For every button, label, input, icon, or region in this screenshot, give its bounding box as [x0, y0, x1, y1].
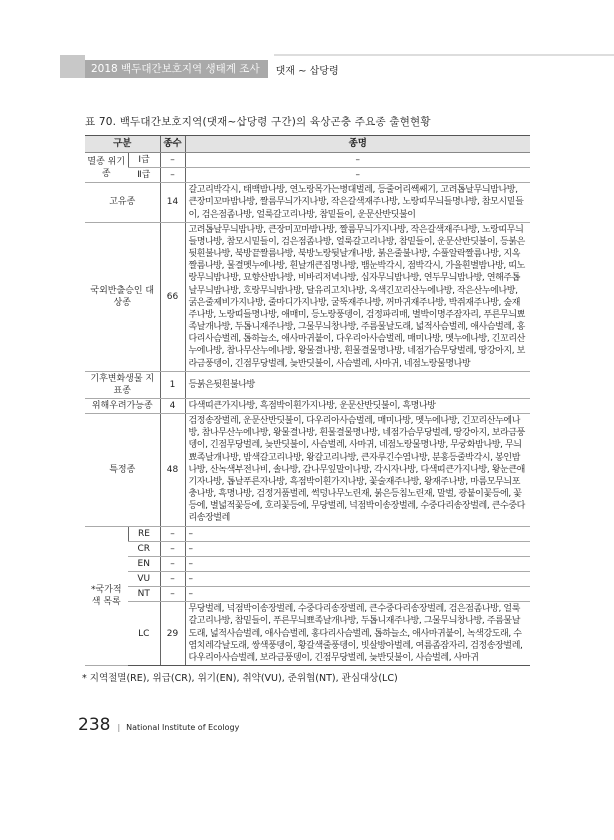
page-number: 238: [78, 715, 111, 736]
footer-separator: |: [117, 723, 121, 733]
category-label: *국가적색 목록: [85, 526, 128, 666]
table-row: [85, 602, 530, 666]
redlist-category: EN: [128, 556, 160, 571]
table-row: [85, 414, 530, 526]
table-row: [85, 398, 530, 413]
table-row: [85, 168, 530, 183]
table-row: [85, 556, 530, 571]
header-rule: [274, 54, 614, 56]
table-row: [85, 153, 530, 168]
category-label: 멸종 위기종: [85, 153, 128, 183]
count: –: [160, 572, 185, 587]
species-names: 고려톱날무늬밤나방, 큰장미꼬마밤나방, 짤름무늬가지나방, 작은갈색재주나방, 노랑띠무늬들명나방, 참모시밑들이, 검은점좀나방, 얼룩갈고리나방, 참밑들이, 운문산반딧불이, 등붉은뒷흰불나방, 북방끝짤름나방, 북방노랑뒷날개나방, 붉은줄불나방, 수풀알락짤름나방, 지옥짤름나방, 물결멧누에나방, 흰날개큰집명나방, 뱀눈박각시, 점박각시, 가을흰별밤나방, 띠노랑무늬밤나방, 묘향산밤나방, 비바리저녁나방, 십자무늬밤나방, 연두무늬밤나방, 연해주톱날무늬밤나방, 호랑무늬밤나방, 달유리고치나방, 옥색긴꼬리산누에나방, 작은산누에나방, 굵은줄제비가지나방, 줄마디가지나방, 굴뚝재주나방, 꺼마귀재주나방, 박쥐재주나방, 숲재주나방, 노랑띠들명나방, 애매미, 등노랑풍뎅이, 검정파리매, 별박이명주잠자리, 푸른무늬뾰족날개나방, 두톱니재주나방, 그물무늬창나방, 주름물날도래, 넓적사슴벌레, 애사슴벌레, 홍다리사슴벌레, 톱하늘소, 애사마귀붙이, 다우리아사슴벌레, 매미나방, 멧누에나방, 긴꼬리산누에나방, 참나무산누에나방, 왕물결나방, 흰물결물명나방, 네점가슴무당벌레, 땅강아지, 보라금풍뎅이, 긴점무당벌레, 늦반딧불이, 사슴벌레, 사마귀, 네점노랑물명나방: [185, 222, 530, 371]
redlist-category: LC: [128, 602, 160, 666]
col-count: 종수: [160, 136, 185, 153]
count: –: [160, 153, 185, 168]
count: 4: [160, 398, 185, 413]
table-row: [85, 183, 530, 222]
count: –: [160, 168, 185, 183]
table-row: [85, 587, 530, 602]
count: 48: [160, 414, 185, 526]
category-label: 특정종: [85, 414, 160, 526]
table-caption: 표 70. 백두대간보호지역(댓재~삽당령 구간)의 육상곤충 주요종 출현현황: [85, 116, 431, 128]
col-category: 구분: [85, 136, 160, 153]
count: 14: [160, 183, 185, 222]
redlist-category: RE: [128, 526, 160, 541]
species-names: –: [185, 168, 530, 183]
species-names: –: [185, 587, 530, 602]
species-names: 갈고리박각시, 태백밤나방, 연노랑목가는병대벌레, 등줄어리쌕쌔기, 고려톱날무늬밤나방, 큰장미꼬마밤나방, 짤름무늬가지나방, 작은갈색재주나방, 노랑띠무늬들명나방, 참모시밑들이, 검은점좀나방, 얼룩갈고리나방, 참밑들이, 운문산반딧불이: [185, 183, 530, 222]
category-label: 고유종: [85, 183, 160, 222]
redlist-category: CR: [128, 541, 160, 556]
header-tab-decoration: [60, 55, 85, 78]
redlist-category: VU: [128, 572, 160, 587]
running-header: [60, 55, 614, 78]
species-names: –: [185, 556, 530, 571]
content-flow: [78, 135, 530, 747]
report-title: 2018 백두대간보호지역 생태계 조사: [85, 60, 268, 78]
count: –: [160, 556, 185, 571]
count: 29: [160, 602, 185, 666]
table-row: [85, 371, 530, 398]
species-names: 무당벌레, 넉점박이송장벌레, 수중다리송장벌레, 큰수중다리송장벌레, 검은점좀나방, 얼룩갈고리나방, 참밑들이, 푸른무늬뾰족날개나방, 두톱니재주나방, 그물무늬창나방, 주름물날도래, 넓적사슴벌레, 애사슴벌레, 홍다리사슴벌레, 톱하늘소, 애사마귀붙이, 녹색강도래, 수염치레각날도래, 쌍색풍뎅이, 황갈색줄풍뎅이, 빗살방아벌레, 여름좀잠자리, 검정송장벌레, 다우리아사슴벌레, 보라금풍뎅이, 긴점무당벌레, 늦반딧불이, 사슴벌레, 사마귀: [185, 602, 530, 666]
count: 66: [160, 222, 185, 371]
count: –: [160, 541, 185, 556]
species-names: 검정송장벌레, 운문산반딧불이, 다우리아사슴벌레, 매미나방, 멧누에나방, 긴꼬리산누에나방, 참나무산누에나방, 왕물결나방, 흰물결물명나방, 네점가슴무당벌레, 땅강아지, 보라금풍뎅이, 긴점무당벌레, 늦반딧불이, 사슴벌레, 사마귀, 네점노랑물명나방, 무궁화밤나방, 무늬뾰족날개나방, 밤색갈고리나방, 왕갈고리나방, 큰자루긴수염나방, 분홍등줄박각시, 봉인밤나방, 산녹색부전나비, 솔나방, 감나무잎말이나방, 각시자나방, 다색띠큰가지나방, 왕눈큰애기자나방, 톱날푸른자나방, 흑점박이흰가지나방, 꽃술재주나방, 왕재주나방, 마름모무늬포충나방, 흑명나방, 검정거품벌레, 썩덩나무노린재, 붉은등침노린재, 말벌, 광붙이꽃등에, 꽃등에, 별넓적꽃등에, 호리꽃등에, 무당벌레, 넉점박이송장벌레, 수중다리송장벌레, 큰수중다리송장벌레: [185, 414, 530, 526]
species-names: 다색띠큰가지나방, 흑점박이흰가지나방, 운문산반딧불이, 흑명나방: [185, 398, 530, 413]
grade: Ⅰ급: [128, 153, 160, 168]
table-row: [85, 541, 530, 556]
species-names: –: [185, 541, 530, 556]
table-footnote: * 지역절멸(RE), 위급(CR), 위기(EN), 취약(VU), 준위협(NT), 관심대상(LC): [82, 673, 398, 685]
page-footer: [78, 715, 530, 735]
species-names: –: [185, 526, 530, 541]
footer-organization: National Institute of Ecology: [126, 723, 240, 733]
category-label: 위해우려가능종: [85, 398, 160, 413]
category-label: 국외반출승인 대상종: [85, 222, 160, 371]
insect-species-table: [85, 135, 530, 666]
species-names: –: [185, 153, 530, 168]
table-row: [85, 572, 530, 587]
count: –: [160, 526, 185, 541]
table-header-row: [85, 136, 530, 153]
species-names: –: [185, 572, 530, 587]
header-right: [268, 55, 614, 78]
col-names: 종명: [185, 136, 530, 153]
table-row: [85, 222, 530, 371]
table-row: [85, 526, 530, 541]
category-label: 기후변화생물 지표종: [85, 371, 160, 398]
species-names: 등붉은뒷흰불나방: [185, 371, 530, 398]
count: 1: [160, 371, 185, 398]
redlist-category: NT: [128, 587, 160, 602]
count: –: [160, 587, 185, 602]
grade: Ⅱ급: [128, 168, 160, 183]
section-title: 댓재 ~ 삽당령: [275, 66, 339, 77]
